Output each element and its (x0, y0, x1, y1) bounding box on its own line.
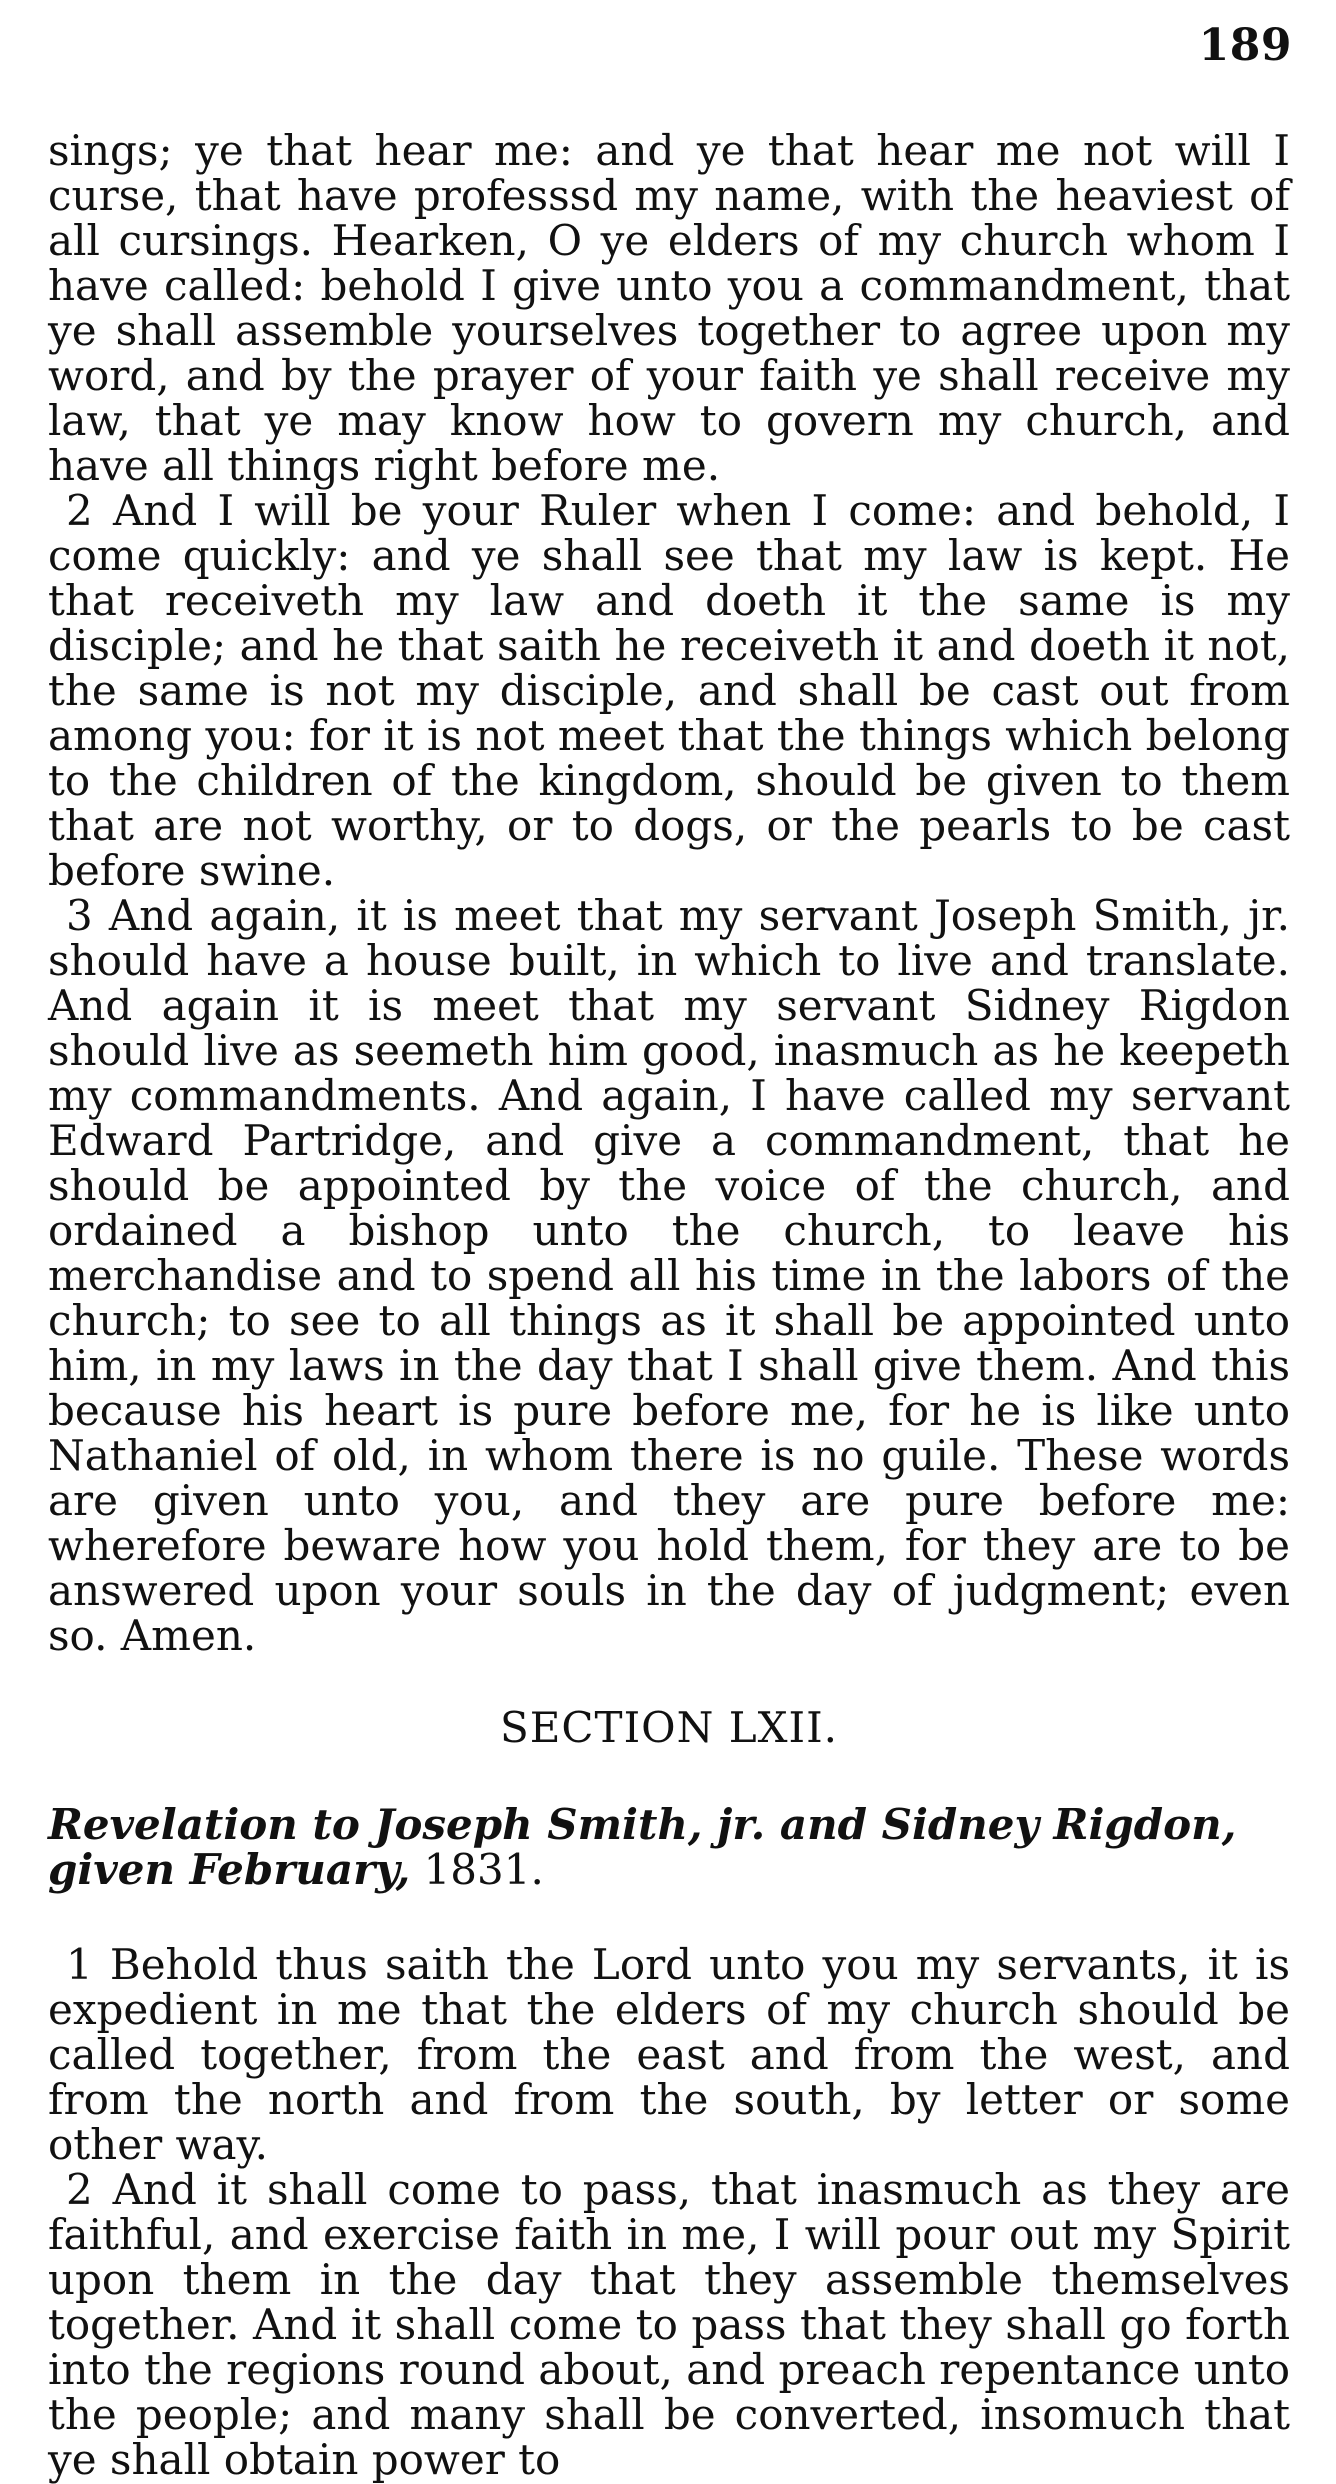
text-column (48, 128, 1290, 2482)
paragraph-continuation: sings; ye that hear me: and ye that hear me not will I curse, that have professsd my name, with the heaviest of all cursings. Hearken, O ye elders of my church whom I have called: behold I give unto you a commandment, that ye shall assemble yourselves together to agree upon my word, and by the prayer of your faith ye shall receive my law, that ye may know how to govern my church, and have all things right before me. (48, 126, 1290, 490)
page-number: 189 (1198, 20, 1292, 71)
section-subtitle-date: 1831. (410, 1845, 544, 1894)
section-subtitle (48, 1802, 1290, 1892)
paragraph-verse-3: 3 And again, it is meet that my servant Joseph Smith, jr. should have a house built, in which to live and translate. And again it is meet that my servant Sidney Rigdon should live as seemeth him good, inasmuch as he keepeth my commandments. And again, I have called my servant Edward Partridge, and give a commandment, that he should be appointed by the voice of the church, and ordained a bishop unto the church, to leave his merchandise and to spend all his time in the labors of the church; to see to all things as it shall be appointed unto him, in my laws in the day that I shall give them. And this because his heart is pure before me, for he is like unto Nathaniel of old, in whom there is no guile. These words are given unto you, and they are pure before me: wherefore beware how you hold them, for they are to be answered upon your souls in the day of judgment; even so. Amen. (48, 891, 1290, 1660)
section-subtitle-italic: Revelation to Joseph Smith, jr. and Sidney Rigdon, given February, (48, 1800, 1237, 1894)
paragraph-verse-2: 2 And I will be your Ruler when I come: and behold, I come quickly: and ye shall see that my law is kept. He that receiveth my law and doeth it the same is my disciple; and he that saith he receiveth it and doeth it not, the same is not my disciple, and shall be cast out from among you: for it is not meet that the things which belong to the children of the kingdom, should be given to them that are not worthy, or to dogs, or the pearls to be cast before swine. (48, 486, 1290, 895)
paragraph-section-verse-1: 1 Behold thus saith the Lord unto you my servants, it is expedient in me that the elders of my church should be called together, from the east and from the west, and from the north and from the south, by letter or some other way. (48, 1940, 1290, 2169)
paragraph-section-verse-2: 2 And it shall come to pass, that inasmuch as they are faithful, and exercise faith in me, I will pour out my Spirit upon them in the day that they assemble themselves together. And it shall come to pass that they shall go forth into the regions round about, and preach repentance unto the people; and many shall be converted, insomuch that ye shall obtain power to (48, 2165, 1290, 2484)
section-heading: SECTION LXII. (499, 1703, 839, 1752)
